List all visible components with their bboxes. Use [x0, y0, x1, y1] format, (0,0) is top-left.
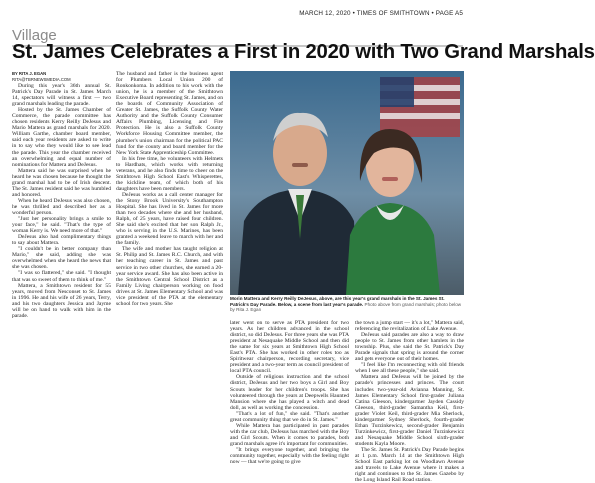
paragraph: "That's a lot of fun," she said. "That's another great community thing that we do in St. James."	[230, 410, 349, 423]
paragraph: later went on to serve as PTA president for two years. As her children advanced in the school district, so did DeJesus. For three years she was PTA president at Nesaquake Middle School and then did the same for six years at Smithtown High School East's PTA. She has worked in other roles too as Spiritwear chairperson, recording secretary, vice president and a two-year term as council president of local PTA council.	[230, 320, 349, 375]
headline: St. James Celebrates a First in 2020 with Two Grand Marshals	[12, 41, 595, 63]
paragraph: DeJesus said parades are also a way to draw people to St. James from other hamlets in the township. Plus, she said the St. Patrick's Day Parade signals that spring is around the corner and gets everyone out of their homes.	[355, 332, 464, 363]
paragraph: In his free time, he volunteers with Helmets to Hardhats, which works with returning veterans, and he also finds time to cheer on the Smithtown High School East's Whisperettes, the kickline team, of which both of his daughters have been members.	[116, 155, 223, 192]
article-column-4	[355, 320, 464, 483]
photo-caption	[230, 296, 464, 313]
article-column-3	[230, 320, 349, 465]
article-column-2	[116, 71, 223, 307]
paragraph: "I couldn't be in better company than Mario," she said, adding she was overwhelmed when she heard the news that she was chosen.	[12, 246, 111, 271]
section-label: Village	[12, 27, 57, 44]
article-column-1	[12, 83, 111, 319]
paragraph: Mattera and DeJesus will be joined by the parade's princesses and princes. The court includes two-year-old Avianna Manning, St. James Elementary School first-grader Juliana Catina Gleeson, kindergartner Jayden Cassidy Gleeson, third-grader Samantha Keil, first-grader Violet Keil, third-grader Mia Sherlock, kindergartner Sydney Sherlock, fourth-grader Ethan Turzinkewicz, second-grader Benjamin Turzinkewicz, first-grader Daniel Turzinkewicz and Nesaquake Middle School sixth-grader students Kayla Moore.	[355, 374, 464, 447]
paragraph: the town a jump start — it's a lot," Mattera said, referencing the revitalization of Lake Avenue.	[355, 320, 464, 333]
paragraph: The husband and father is the business agent for Plumbers Local Union 200 of Ronkonkoma. In addition to his work with the union, he is a member of the Smithtown Executive Board representing St. James, and on the boards of Community Association of Greater St. James, the Suffolk County Water Authority and the Suffolk County Consumer Affairs Plumbing, Licensing and Fire Protection. He is also a Suffolk County Workforce Housing Committee member, the plumber's union chairman for the political PAC fund for the county and board member for the New York State Apprenticeship Committee.	[116, 71, 223, 156]
paragraph: Mattera, a Smithtown resident for 55 years, moved from Nesconset to St. James in 1996. He and his wife of 26 years, Terry, and his two daughters Jessica and Jayme will be on hand to walk with him in the parade.	[12, 282, 111, 319]
paragraph: Outside of religious instruction and the school district, DeJesus and her two boys a Girl and Boy Scouts leader for her children's troops. She has volunteered through the years at Deepwells Haunted Mansion where she has played a witch and dead doll, as well as working the concession.	[230, 374, 349, 411]
byline	[12, 71, 71, 82]
paragraph: "Just her personality brings a smile to your face," he said. "That's the type of woman Kerry is. We need more of that."	[12, 216, 111, 235]
byline-name: BY RITA J. EGAN	[12, 71, 47, 76]
paragraph: "I was so flattered," she said. "I thought that was so sweet of them to think of me."	[12, 270, 111, 283]
paragraph: The wife and mother has taught religion at St. Philip and St. James R.C. Church, and with her teaching career in St. James and past service in two other churches, she earned a 20-year service award. She has also been active in the Smithtown Central School District as a Family Living chairperson working on food drives at St. James Elementary School and was vice president of the PTA at the elementary school for two years. She	[116, 246, 223, 307]
paragraph: The St. James St. Patrick's Day Parade begins at 1 p.m. March 14 at the Smithtown High School East parking lot on Woodlawn Avenue and travels to Lake Avenue where it makes a right and continues to the St. James Gazebo by the Long Island Rail Road station.	[355, 446, 464, 483]
paragraph: DeJesus works as a call center manager for the Stony Brook University's Southampton Hospital. She has lived in St. James for more than two decades where she and her husband, Ralph, of 25 years, have raised four children. She said she's excited that her son Ralph Jr., who is serving in the U.S. Marines, has been granted a weekend leave to march with her and the family.	[116, 191, 223, 247]
byline-email: RITA@TBRNEWSMEDIA.COM	[12, 76, 71, 82]
grand-marshals-photo	[230, 71, 464, 295]
paragraph: DeJesus also had complimentary things to say about Mattera.	[12, 234, 111, 247]
paragraph: When he heard DeJesus was also chosen, he was thrilled and described her as a wonderful person.	[12, 197, 111, 216]
paragraph: "I feel like I'm reconnecting with old friends when I see all these people," she said.	[355, 362, 464, 375]
photo-credit: Photo above from grand marshals; photo below by Rita J. Egan	[230, 301, 462, 313]
paragraph: While Mattera has participated in past parades with the car club, DeJesus has marched with the Boy and Girl Scouts. When it comes to parades, both grand marshals agree it's important for communities.	[230, 422, 349, 447]
paragraph: "It brings everyone together, and bringing the community together, especially with the feeling right now — that we're going to give	[230, 446, 349, 466]
caption-text: Morin Mattera and Kerry Reilly DeJesus, above, are this year's grand marshals in the St. James St. Patrick's Day Parade. Below, a scene from last year's parade.	[230, 296, 445, 307]
paragraph: Hosted by the St. James Chamber of Commerce, the parade committee has chosen residents Kerry Reilly DeJesus and Mario Mattera as grand marshals for 2020. William Garthe, chamber board member, said each year residents are asked to write in to say who they would like to see lead the parade. This year the chamber received an overwhelming and equal number of nominations for Mattera and DeJesus.	[12, 107, 111, 168]
paragraph: During this year's 36th annual St. Patrick's Day Parade in St. James March 14, spectators will witness a first — two grand marshals leading the parade.	[12, 83, 111, 108]
paragraph: Mattera said he was surprised when he heard he was chosen because he thought the grand marshal had to be of Irish descent. The St. James resident said he was humbled and honored.	[12, 167, 111, 198]
page-folio: MARCH 12, 2020 • TIMES OF SMITHTOWN • PAGE A5	[299, 10, 463, 17]
